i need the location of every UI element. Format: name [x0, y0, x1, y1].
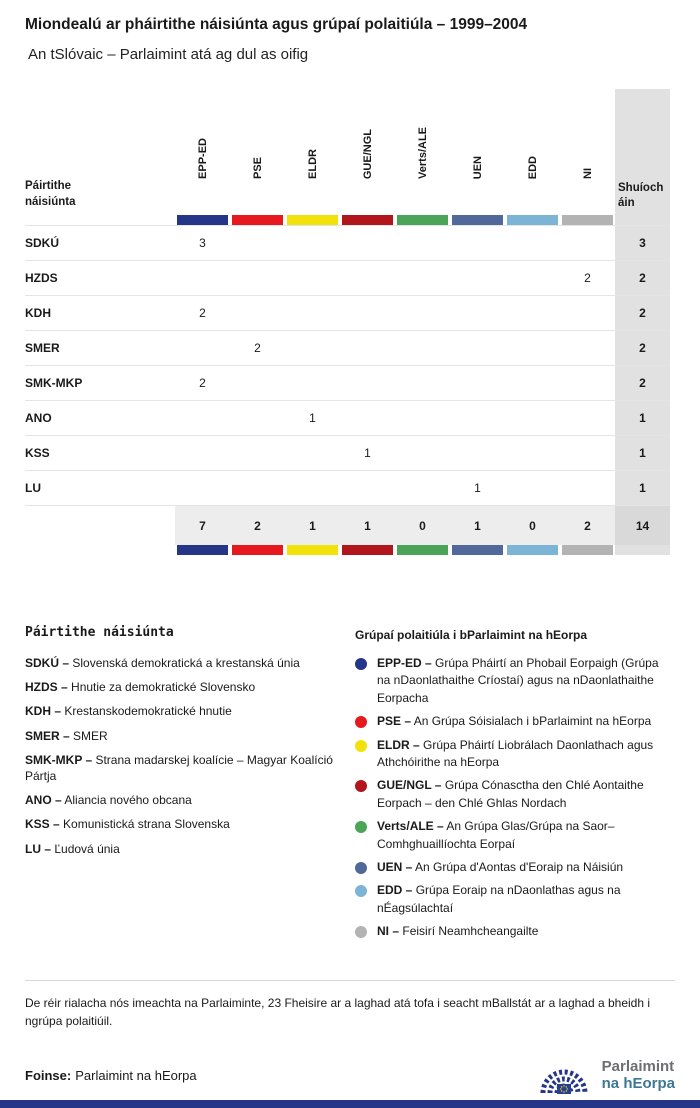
row-total-cell: 2: [615, 296, 670, 330]
seat-cell: 2: [199, 306, 206, 320]
seat-cell: [285, 296, 340, 330]
seat-cell: [395, 471, 450, 505]
seat-cell: [340, 296, 395, 330]
group-code-label: GUE/NGL: [361, 128, 374, 179]
party-name: SMER: [25, 341, 60, 355]
seat-cell: [395, 366, 450, 400]
table-header-row: [25, 89, 670, 215]
seat-cell: 3: [199, 236, 206, 250]
party-name: KSS: [25, 446, 50, 460]
seat-cell: [505, 366, 560, 400]
seat-cell: [450, 226, 505, 260]
seat-cell: [560, 366, 615, 400]
seat-cell: [285, 471, 340, 505]
party-legend-item: SDKÚ – Slovenská demokratická a krestanská únia: [25, 656, 300, 670]
group-code-label: Verts/ALE: [416, 127, 429, 179]
group-legend-item: EPP-ED – Grúpa Pháirtí an Phobail Eorpaigh (Grúpa na nDaonlathaithe Críostaí) agus na nDaonlathaithe Eorpacha: [355, 655, 675, 707]
row-total-cell: 1: [615, 436, 670, 470]
source-label: Foinse:: [25, 1067, 72, 1083]
party-name: LU: [25, 481, 41, 495]
seat-cell: [395, 436, 450, 470]
group-color-dot: [355, 658, 367, 670]
table-row: [25, 400, 670, 435]
page-title: Miondealú ar pháirtithe náisiúnta agus grúpaí polaitiúla – 1999–2004: [25, 16, 528, 33]
seat-cell: [450, 331, 505, 365]
party-name: SMK-MKP: [25, 376, 83, 390]
seat-cell: [340, 331, 395, 365]
source-text: Foinse: Parlaimint na hEorpa: [25, 1067, 197, 1083]
national-parties-legend: [25, 625, 355, 946]
seat-cell: [285, 331, 340, 365]
group-color-bar: [287, 545, 338, 555]
seat-cell: [450, 296, 505, 330]
european-parliament-logo: [535, 1052, 675, 1098]
party-name: KDH: [25, 306, 51, 320]
row-total-cell: 2: [615, 331, 670, 365]
total-cell: 2: [230, 506, 285, 545]
groups-legend-heading: Grúpaí polaitiúla i bParlaimint na hEorpa: [355, 628, 588, 642]
group-color-dot: [355, 740, 367, 752]
table-row: [25, 330, 670, 365]
party-legend-item: HZDS – Hnutie za demokratické Slovensko: [25, 680, 256, 695]
party-name: ANO: [25, 411, 52, 425]
party-legend-item: ANO – Aliancia nového obcana: [25, 793, 192, 808]
column-header: [395, 89, 450, 215]
seat-cell: [505, 436, 560, 470]
column-header: [340, 89, 395, 215]
table-row: [25, 295, 670, 330]
totals-row: [25, 505, 670, 545]
seats-column-bar: [615, 215, 670, 225]
total-cell: 1: [340, 506, 395, 545]
group-code-label: PSE: [251, 156, 264, 179]
row-total-cell: 1: [615, 401, 670, 435]
column-header: [285, 89, 340, 215]
row-total-cell: 1: [615, 471, 670, 505]
group-legend-item: EDD – Grúpa Eoraip na nDaonlathas agus na nÉagsúlachtaí: [355, 882, 675, 917]
seat-cell: 2: [584, 271, 591, 285]
page-subtitle: An tSlóvaic – Parlaimint atá ag dul as oifig: [28, 46, 309, 63]
total-cell: 7: [175, 506, 230, 545]
seat-cell: [175, 436, 230, 470]
seat-cell: [285, 436, 340, 470]
group-color-bar: [177, 545, 228, 555]
seat-cell: [450, 401, 505, 435]
seat-cell: [340, 261, 395, 295]
group-legend-item: PSE – An Grúpa Sóisialach i bParlaimint na hEorpa: [355, 713, 675, 730]
seats-column-bar: [615, 545, 670, 555]
seat-cell: [285, 226, 340, 260]
party-legend-item: SMK-MKP – Strana madarskej koalície – Magyar Koalíció Pártja: [25, 752, 333, 783]
seat-cell: [230, 226, 285, 260]
seat-cell: [285, 261, 340, 295]
logo-wordmark: Parlaimint na hEorpa: [601, 1058, 675, 1093]
group-code-label: EPP-ED: [196, 138, 209, 179]
political-groups-legend: [355, 625, 675, 946]
seat-cell: [560, 436, 615, 470]
group-color-bar: [342, 215, 393, 225]
group-color-dot: [355, 885, 367, 897]
seat-cell: [175, 401, 230, 435]
party-name: SDKÚ: [25, 236, 60, 250]
column-header: [505, 89, 560, 215]
row-header-label: Páirtithe náisiúnta: [25, 179, 76, 208]
seat-cell: [230, 401, 285, 435]
group-color-bar: [287, 215, 338, 225]
seat-cell: [175, 331, 230, 365]
parties-legend-heading: Páirtithe náisiúnta: [25, 625, 174, 640]
column-header: [175, 89, 230, 215]
group-color-bar: [562, 545, 613, 555]
seat-cell: [560, 226, 615, 260]
seat-cell: [450, 261, 505, 295]
group-color-bar: [507, 545, 558, 555]
group-color-dot: [355, 926, 367, 938]
seat-cell: [175, 261, 230, 295]
party-name: HZDS: [25, 271, 58, 285]
seat-cell: [340, 401, 395, 435]
seat-cell: [395, 296, 450, 330]
source-row: [25, 1052, 675, 1098]
group-color-dot: [355, 716, 367, 728]
group-legend-item: ELDR – Grúpa Pháirtí Liobrálach Daonlathach agus Athchóirithe na hEorpa: [355, 737, 675, 772]
group-color-dot: [355, 862, 367, 874]
group-color-bar: [397, 215, 448, 225]
seat-cell: [230, 261, 285, 295]
seat-cell: [560, 471, 615, 505]
seat-cell: [395, 261, 450, 295]
seat-cell: [560, 331, 615, 365]
group-color-dot: [355, 780, 367, 792]
group-code-label: ELDR: [306, 149, 319, 179]
group-legend-item: UEN – An Grúpa d'Aontas d'Eoraip na Náisiún: [355, 859, 675, 876]
seat-cell: [285, 366, 340, 400]
row-total-cell: 2: [615, 261, 670, 295]
total-cell: 2: [560, 506, 615, 545]
group-color-bar-row-bottom: [25, 545, 670, 555]
seat-cell: [340, 471, 395, 505]
group-color-bar: [232, 545, 283, 555]
group-color-bar: [342, 545, 393, 555]
party-legend-item: KSS – Komunistická strana Slovenska: [25, 817, 230, 832]
seat-cell: [505, 471, 560, 505]
group-legend-item: NI – Feisirí Neamhcheangailte: [355, 923, 675, 940]
group-color-bar: [562, 215, 613, 225]
seat-cell: [560, 296, 615, 330]
table-row: [25, 470, 670, 505]
seat-cell: [505, 226, 560, 260]
table-row: [25, 225, 670, 260]
seat-cell: [175, 471, 230, 505]
grand-total-cell: 14: [615, 506, 670, 545]
group-code-label: NI: [581, 168, 594, 179]
group-legend-item: Verts/ALE – An Grúpa Glas/Grúpa na Saor–Comhghuaillíochta Eorpaí: [355, 818, 675, 853]
seat-cell: [450, 366, 505, 400]
table-row: [25, 365, 670, 400]
hemicycle-icon: [535, 1052, 593, 1098]
seat-cell: [395, 331, 450, 365]
group-color-dot: [355, 821, 367, 833]
seat-cell: 2: [199, 376, 206, 390]
seat-cell: 1: [364, 446, 371, 460]
group-color-bar: [507, 215, 558, 225]
party-legend-item: SMER – SMER: [25, 728, 108, 743]
seats-column-header: Shuíocháin: [615, 89, 670, 215]
column-header: [560, 89, 615, 215]
group-color-bar: [177, 215, 228, 225]
group-color-bar: [452, 545, 503, 555]
seat-cell: [395, 226, 450, 260]
table-row: [25, 260, 670, 295]
seat-cell: [230, 296, 285, 330]
party-legend-item: LU – Ľudová únia: [25, 841, 120, 856]
total-cell: 0: [395, 506, 450, 545]
seats-table: [25, 89, 675, 555]
seat-cell: [505, 331, 560, 365]
row-total-cell: 3: [615, 226, 670, 260]
group-legend-item: GUE/NGL – Grúpa Cónasctha den Chlé Aontaithe Eorpach – den Chlé Ghlas Nordach: [355, 777, 675, 812]
seat-cell: [560, 401, 615, 435]
seat-cell: [505, 296, 560, 330]
seat-cell: 1: [474, 481, 481, 495]
seat-cell: [450, 436, 505, 470]
seat-cell: [340, 226, 395, 260]
seat-cell: [340, 366, 395, 400]
seat-cell: [230, 471, 285, 505]
group-code-label: EDD: [526, 155, 539, 179]
column-header: [450, 89, 505, 215]
seat-cell: 2: [254, 341, 261, 355]
seat-cell: [230, 366, 285, 400]
total-cell: 1: [450, 506, 505, 545]
seat-cell: 1: [309, 411, 316, 425]
footnote: De réir rialacha nós imeachta na Parlaiminte, 23 Fheisire ar a laghad atá tofa i seacht mBallstát ar a laghad a bheidh i ngrúpa polaitiúil.: [25, 980, 675, 1030]
seat-cell: [395, 401, 450, 435]
seat-cell: [505, 261, 560, 295]
table-row: [25, 435, 670, 470]
party-legend-item: KDH – Krestanskodemokratické hnutie: [25, 704, 232, 719]
row-total-cell: 2: [615, 366, 670, 400]
total-cell: 1: [285, 506, 340, 545]
row-header-cell: [25, 89, 175, 215]
seat-cell: [505, 401, 560, 435]
group-code-label: UEN: [471, 155, 484, 179]
seat-cell: [230, 436, 285, 470]
total-cell: 0: [505, 506, 560, 545]
column-header: [230, 89, 285, 215]
group-color-bar: [232, 215, 283, 225]
group-color-bar: [397, 545, 448, 555]
legend: [25, 625, 675, 946]
group-color-bar-row: [25, 215, 670, 225]
footer-bar: [0, 1100, 700, 1108]
group-color-bar: [452, 215, 503, 225]
